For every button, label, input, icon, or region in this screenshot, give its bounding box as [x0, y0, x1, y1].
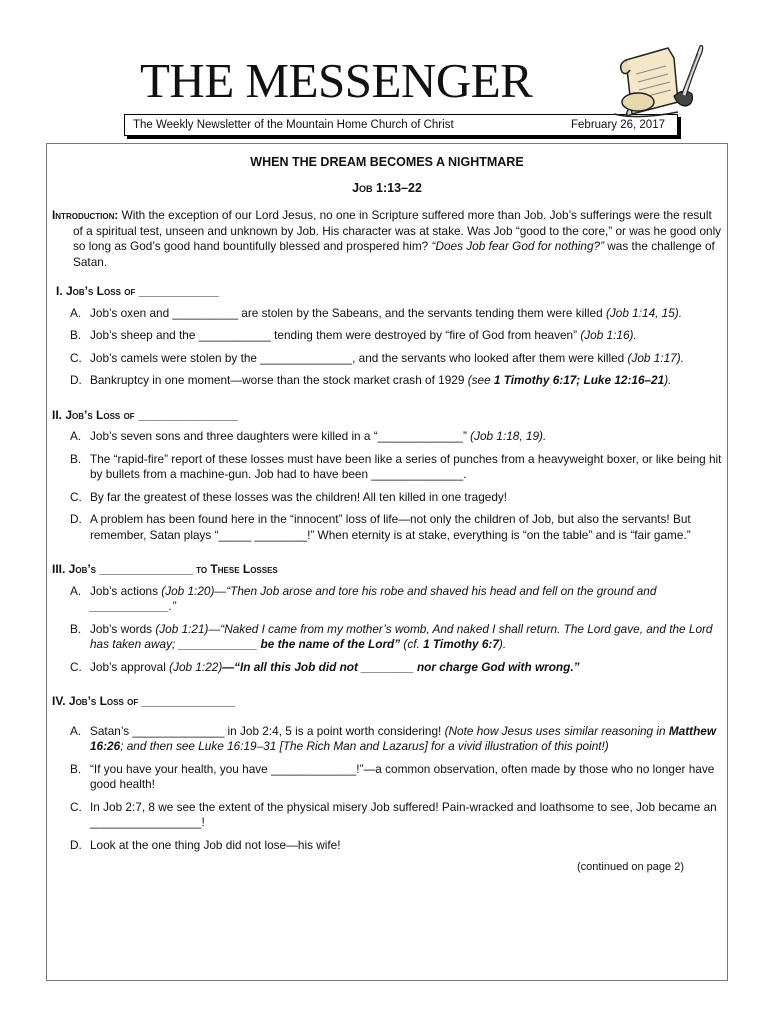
- item-text: Job’s sheep and the ___________ tending them were destroyed by “fire of God from heaven”: [90, 328, 581, 342]
- tagline-bar: [124, 114, 678, 136]
- ref-open: (see: [467, 373, 494, 387]
- scripture-ref: (Job 1:17).: [627, 350, 684, 365]
- item-label: D.: [70, 373, 82, 387]
- item-text: By far the greatest of these losses was the children! All ten killed in one tragedy!: [90, 489, 508, 504]
- intro-text: With the exception of our Lord Jesus, no one in Scripture suffered more than Job. Job’s sufferings were the result of a spiritual test, unseen and unknown by Job. His character was at stake. Was Job “good to the core,” or was he good only so long as God’s good hand bountifully blessed and prospered him?: [73, 208, 722, 253]
- continued-note: (continued on page 2): [576, 861, 684, 873]
- section-3-item-a: [52, 584, 722, 615]
- section-3-item-b: [52, 622, 722, 653]
- scroll-quill-icon: [608, 40, 706, 122]
- item-label: B.: [70, 451, 82, 466]
- section-4-item-d: [52, 838, 722, 854]
- scripture-ref: (Job 1:14, 15).: [605, 305, 683, 320]
- scripture-ref: (Job 1:21): [155, 621, 209, 636]
- ref-close: ).: [498, 637, 507, 651]
- scripture-quote: —“Naked I came from my mother’s womb, And naked I shall return. The Lord gave, and the Lord has taken away;: [90, 621, 713, 651]
- scripture-quote-bold: —“In all this Job did not ________ nor charge God with wrong.”: [222, 659, 580, 674]
- item-label: C.: [70, 489, 82, 504]
- scripture-ref: (Job 1:16).: [580, 328, 637, 342]
- item-label: D.: [70, 837, 82, 852]
- section-4-heading: IV. Job’s Loss of ______________: [52, 694, 236, 708]
- section-2-item-a: [52, 429, 722, 445]
- item-label: A.: [70, 723, 82, 738]
- item-text: Job’s oxen and __________ are stolen by the Sabeans, and the servants tending them were killed: [90, 305, 606, 320]
- ref-close: ).: [664, 373, 672, 387]
- item-text: Job’s actions: [90, 583, 162, 598]
- scripture-ref: [468, 373, 672, 387]
- item-label: A.: [70, 583, 82, 598]
- item-text: Job’s camels were stolen by the ______________, and the servants who looked after them were killed: [90, 350, 628, 365]
- scripture-ref: (Job 1:20): [161, 583, 215, 598]
- scripture-quote: —“Then Job arose and tore his robe and shaved his head and fell on the ground and ____________.”: [90, 583, 657, 613]
- intro-end: was the challenge of Satan.: [73, 239, 715, 269]
- ref-open: (cf.: [400, 637, 424, 651]
- note-bold: Matthew 16:26: [90, 723, 717, 753]
- intro-label: Introduction:: [52, 208, 119, 222]
- section-4-item-c: [52, 800, 722, 831]
- item-text: Job’s seven sons and three daughters were killed in a “_____________”: [90, 429, 471, 443]
- item-text: The “rapid-fire” report of these losses must have been like a series of punches from a heavyweight boxer, or like being hit by bullets from a machine-gun. Job had to have been ______________.: [90, 451, 722, 481]
- section-3-item-c: [52, 660, 722, 676]
- item-label: B.: [70, 328, 82, 342]
- item-label: A.: [70, 429, 82, 443]
- note-close: ; and then see Luke 16:19–31 [The Rich Man and Lazarus] for a vivid illustration of this point!): [120, 739, 609, 753]
- item-label: C.: [70, 799, 82, 814]
- issue-date: February 26, 2017: [571, 119, 665, 131]
- ref-bold: 1 Timothy 6:7: [423, 637, 499, 651]
- scripture-quote-bold: ____________ be the name of the Lord”: [178, 637, 401, 651]
- section-2-item-c: [52, 490, 722, 506]
- item-text: Job’s words: [90, 621, 156, 636]
- note-open: (Note how Jesus uses similar reasoning in: [444, 723, 669, 738]
- ref-bold: 1 Timothy 6:17; Luke 12:16–21: [493, 373, 665, 387]
- tagline: The Weekly Newsletter of the Mountain Home Church of Christ: [133, 119, 454, 131]
- section-4-item-a: [52, 724, 722, 755]
- introduction: [52, 208, 722, 270]
- section-4-item-b: [52, 762, 722, 793]
- item-label: C.: [70, 350, 82, 365]
- item-label: D.: [70, 512, 82, 526]
- section-1-item-d: [52, 373, 722, 389]
- scripture-ref: (Job 1:18, 19).: [470, 429, 547, 443]
- section-2-item-b: [52, 452, 722, 483]
- item-text: Job’s approval: [90, 659, 170, 674]
- section-1-item-b: [52, 328, 722, 344]
- item-text: “If you have your health, you have _____________!”—a common observation, often made by those who no longer have good health!: [90, 761, 715, 791]
- intro-quote: “Does Job fear God for nothing?”: [431, 239, 604, 253]
- item-label: A.: [70, 305, 82, 320]
- item-text: A problem has been found here in the “innocent” loss of life—not only the children of Job, but also the servants! But remember, Satan plays “_____ ________!” When eternity is at stake, everything is “on the table” and is “fair game.”: [90, 512, 691, 542]
- section-2-item-d: [52, 512, 722, 543]
- section-3-heading: III. Job’s ______________ to These Losses: [52, 562, 278, 576]
- item-label: C.: [70, 659, 82, 674]
- item-label: B.: [70, 761, 82, 776]
- lesson-reference: Job 1:13–22: [352, 180, 422, 195]
- section-1-item-a: [52, 306, 722, 322]
- item-text: Satan’s ______________ in Job 2:4, 5 is a point worth considering!: [90, 723, 445, 738]
- section-2-heading: II. Job’s Loss of _______________: [52, 407, 239, 422]
- scripture-ref: (Job 1:22): [169, 659, 223, 674]
- section-1-item-c: [52, 351, 722, 367]
- item-text: Bankruptcy in one moment—worse than the stock market crash of 1929: [90, 373, 468, 387]
- item-text: In Job 2:7, 8 we see the extent of the physical misery Job suffered! Pain-wracked and loathsome to see, Job became an _________________!: [90, 799, 717, 829]
- item-label: B.: [70, 621, 82, 636]
- item-text: Look at the one thing Job did not lose—his wife!: [90, 837, 341, 852]
- lesson-content: [52, 155, 722, 876]
- newsletter-title: THE MESSENGER: [140, 53, 533, 108]
- lesson-title: WHEN THE DREAM BECOMES A NIGHTMARE: [250, 155, 524, 169]
- section-1-heading: I. Job’s Loss of ____________: [56, 284, 219, 298]
